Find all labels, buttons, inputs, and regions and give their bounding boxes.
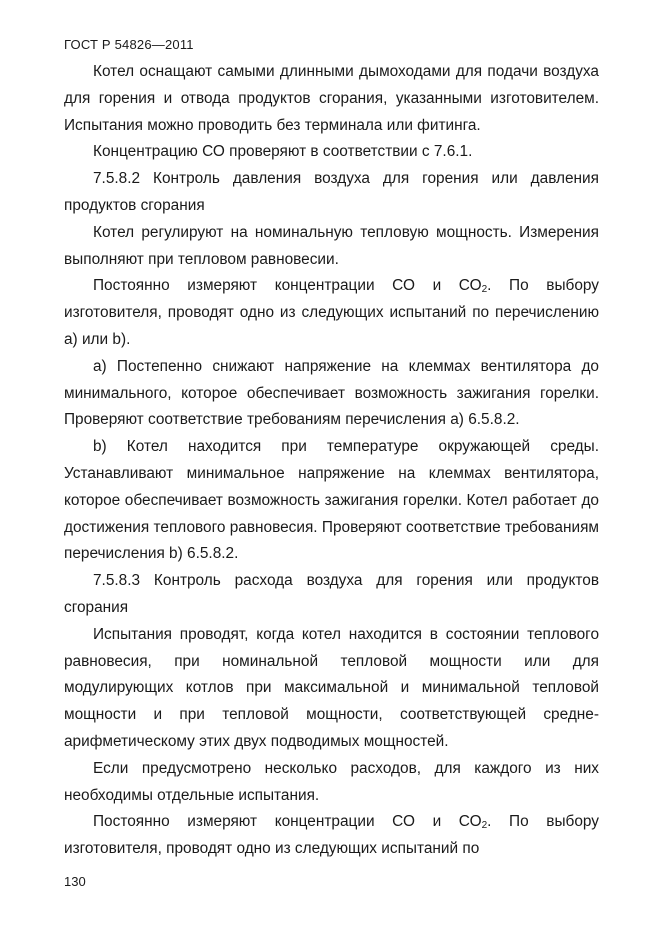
list-item-a: а) Постепенно снижают напряжение на клеммах вентилятора до минимального, которое обеспечивает возможность зажигания горелки. Проверяют соответствие требованиям перечисления а) 6.5.8.2.: [64, 357, 599, 429]
text-fragment: . По выбору изготовителя, проводят одно из следующих испытаний по перечислению а) или b).: [64, 277, 599, 348]
section-heading-7-5-8-2: 7.5.8.2 Контроль давления воздуха для горения или давления продуктов сгорания: [64, 170, 599, 214]
page-body: [64, 59, 599, 863]
paragraph-co-measurement: [64, 809, 599, 863]
paragraph: Котел регулируют на номинальную тепловую мощность. Измерения выполняют при тепловом равновесии.: [64, 223, 599, 268]
paragraph-co-measurement: [64, 273, 599, 353]
paragraph: Концентрацию СО проверяют в соответствии с 7.6.1.: [93, 143, 473, 161]
text-fragment: Постоянно измеряют концентрации СО и СО: [93, 277, 482, 295]
subscript: 2: [481, 284, 488, 296]
paragraph: Испытания проводят, когда котел находится в состоянии теплового равновесия, при номинальной тепловой мощности или для модулирующих котлов при максимальной и минимальной тепловой мощности и при тепловой мощности, соответствующей средне-арифметическому этих двух подводимых мощностей.: [64, 625, 599, 750]
list-item-b: b) Котел находится при температуре окружающей среды. Устанавливают минимальное напряжение на клеммах вентилятора, которое обеспечивает возможность зажигания горелки. Котел работает до достижения теплового равновесия. Проверяют соответствие требованиям перечисления b) 6.5.8.2.: [64, 438, 599, 563]
section-heading-7-5-8-3: 7.5.8.3 Контроль расхода воздуха для горения или продуктов сгорания: [64, 572, 599, 616]
text-fragment: . По выбору изготовителя, проводят одно из следующих испытаний по: [64, 813, 599, 858]
paragraph: Если предусмотрено несколько расходов, для каждого из них необходимы отдельные испытания.: [64, 759, 599, 804]
paragraph: Котел оснащают самыми длинными дымоходами для подачи воздуха для горения и отвода продуктов сгорания, указанными изготовителем. Испытания можно проводить без терминала или фитинга.: [64, 63, 599, 134]
text-fragment: Постоянно измеряют концентрации СО и СО: [93, 813, 482, 831]
page-number: 130: [64, 874, 86, 889]
document-header: ГОСТ Р 54826—2011: [64, 37, 194, 52]
subscript: 2: [481, 820, 488, 832]
